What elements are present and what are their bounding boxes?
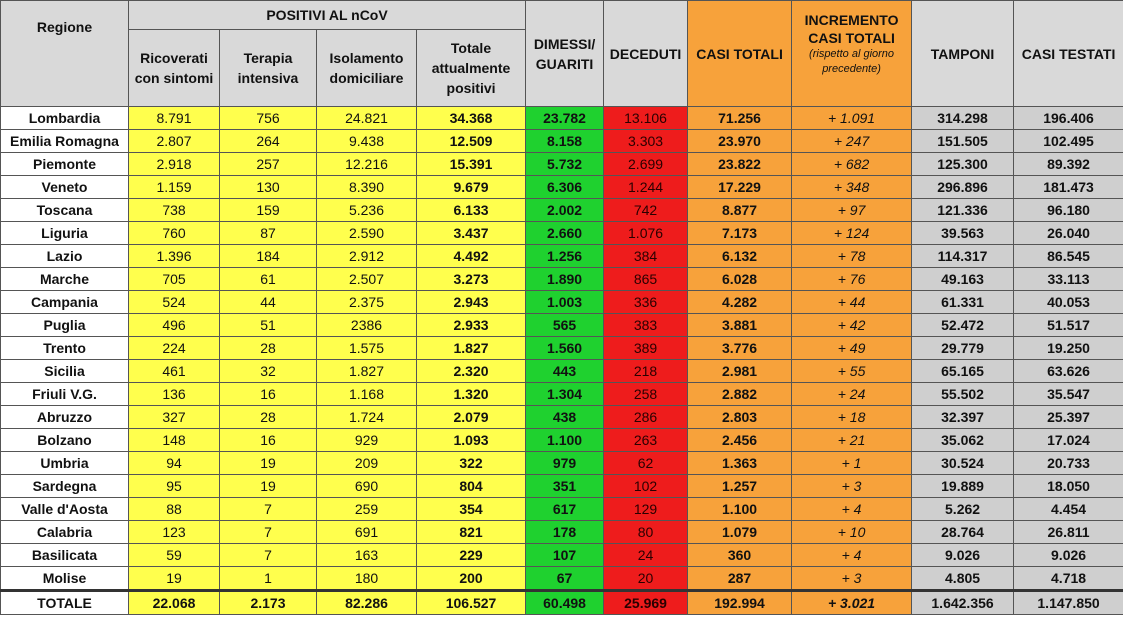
table-row	[1, 245, 1123, 268]
cell-casi: 8.877	[688, 199, 792, 222]
cell-deceduti: 129	[604, 498, 688, 521]
cell-dimessi: 2.002	[526, 199, 604, 222]
cell-ricoverati: 136	[129, 383, 220, 406]
cell-tamponi: 121.336	[912, 199, 1014, 222]
table-row	[1, 314, 1123, 337]
cell-casi: 4.282	[688, 291, 792, 314]
cell-isolamento: 2.912	[317, 245, 417, 268]
cell-testati: 40.053	[1014, 291, 1123, 314]
cell-incremento: + 4	[792, 498, 912, 521]
cell-casi: 23.822	[688, 153, 792, 176]
cell-dimessi: 5.732	[526, 153, 604, 176]
table-row	[1, 475, 1123, 498]
cell-deceduti: 13.106	[604, 107, 688, 130]
cell-tamponi: 1.642.356	[912, 591, 1014, 615]
table-row	[1, 153, 1123, 176]
cell-casi: 2.803	[688, 406, 792, 429]
cell-terapia: 7	[220, 544, 317, 567]
cell-tamponi: 55.502	[912, 383, 1014, 406]
cell-testati: 17.024	[1014, 429, 1123, 452]
cell-isolamento: 163	[317, 544, 417, 567]
cell-testati: 26.811	[1014, 521, 1123, 544]
cell-ricoverati: 738	[129, 199, 220, 222]
cell-dimessi: 565	[526, 314, 604, 337]
cell-ricoverati: 705	[129, 268, 220, 291]
cell-tamponi: 39.563	[912, 222, 1014, 245]
cell-ricoverati: 1.396	[129, 245, 220, 268]
table-row	[1, 337, 1123, 360]
cell-region: Bolzano	[1, 429, 129, 452]
cell-isolamento: 691	[317, 521, 417, 544]
total-row	[1, 591, 1123, 615]
cell-terapia: 159	[220, 199, 317, 222]
cell-terapia: 264	[220, 130, 317, 153]
cell-totale: 1.093	[417, 429, 526, 452]
cell-region: TOTALE	[1, 591, 129, 615]
cell-totale: 6.133	[417, 199, 526, 222]
cell-casi: 7.173	[688, 222, 792, 245]
cell-deceduti: 865	[604, 268, 688, 291]
cell-ricoverati: 59	[129, 544, 220, 567]
cell-ricoverati: 2.918	[129, 153, 220, 176]
table-row	[1, 199, 1123, 222]
cell-casi: 1.100	[688, 498, 792, 521]
cell-incremento: + 55	[792, 360, 912, 383]
cell-dimessi: 617	[526, 498, 604, 521]
cell-tamponi: 114.317	[912, 245, 1014, 268]
cell-totale: 2.943	[417, 291, 526, 314]
cell-dimessi: 178	[526, 521, 604, 544]
cell-dimessi: 23.782	[526, 107, 604, 130]
cell-isolamento: 1.168	[317, 383, 417, 406]
cell-deceduti: 389	[604, 337, 688, 360]
cell-terapia: 32	[220, 360, 317, 383]
cell-tamponi: 29.779	[912, 337, 1014, 360]
cell-testati: 33.113	[1014, 268, 1123, 291]
table-row	[1, 383, 1123, 406]
cell-dimessi: 1.304	[526, 383, 604, 406]
cell-terapia: 16	[220, 429, 317, 452]
cell-deceduti: 80	[604, 521, 688, 544]
cell-tamponi: 125.300	[912, 153, 1014, 176]
cell-testati: 96.180	[1014, 199, 1123, 222]
cell-region: Sardegna	[1, 475, 129, 498]
cell-casi: 2.456	[688, 429, 792, 452]
cell-testati: 4.454	[1014, 498, 1123, 521]
cell-tamponi: 4.805	[912, 567, 1014, 591]
cell-casi: 2.981	[688, 360, 792, 383]
cell-casi: 192.994	[688, 591, 792, 615]
header-casi-testati: CASI TESTATI	[1014, 1, 1123, 107]
cell-terapia: 19	[220, 452, 317, 475]
cell-isolamento: 209	[317, 452, 417, 475]
cell-isolamento: 1.827	[317, 360, 417, 383]
header-tamponi: TAMPONI	[912, 1, 1014, 107]
header-terapia: Terapia intensiva	[220, 30, 317, 107]
cell-ricoverati: 8.791	[129, 107, 220, 130]
cell-terapia: 7	[220, 521, 317, 544]
cell-incremento: + 1	[792, 452, 912, 475]
cell-incremento: + 76	[792, 268, 912, 291]
cell-incremento: + 42	[792, 314, 912, 337]
cell-isolamento: 12.216	[317, 153, 417, 176]
header-incremento	[792, 1, 912, 107]
cell-isolamento: 82.286	[317, 591, 417, 615]
cell-dimessi: 60.498	[526, 591, 604, 615]
cell-region: Marche	[1, 268, 129, 291]
header-incremento-label: INCREMENTO CASI TOTALI	[804, 12, 899, 46]
cell-deceduti: 2.699	[604, 153, 688, 176]
cell-tamponi: 19.889	[912, 475, 1014, 498]
cell-isolamento: 5.236	[317, 199, 417, 222]
cell-dimessi: 351	[526, 475, 604, 498]
cell-testati: 9.026	[1014, 544, 1123, 567]
cell-isolamento: 180	[317, 567, 417, 591]
table-row	[1, 107, 1123, 130]
cell-totale: 34.368	[417, 107, 526, 130]
cell-incremento: + 44	[792, 291, 912, 314]
cell-testati: 25.397	[1014, 406, 1123, 429]
cell-totale: 354	[417, 498, 526, 521]
cell-terapia: 87	[220, 222, 317, 245]
cell-testati: 89.392	[1014, 153, 1123, 176]
cell-terapia: 19	[220, 475, 317, 498]
cell-region: Molise	[1, 567, 129, 591]
cell-deceduti: 286	[604, 406, 688, 429]
cell-deceduti: 24	[604, 544, 688, 567]
cell-incremento: + 24	[792, 383, 912, 406]
table-row	[1, 498, 1123, 521]
cell-region: Trento	[1, 337, 129, 360]
cell-incremento: + 97	[792, 199, 912, 222]
cell-region: Abruzzo	[1, 406, 129, 429]
cell-tamponi: 49.163	[912, 268, 1014, 291]
cell-ricoverati: 327	[129, 406, 220, 429]
cell-region: Liguria	[1, 222, 129, 245]
cell-ricoverati: 461	[129, 360, 220, 383]
table-row	[1, 176, 1123, 199]
cell-casi: 6.132	[688, 245, 792, 268]
cell-terapia: 130	[220, 176, 317, 199]
cell-incremento: + 124	[792, 222, 912, 245]
cell-region: Umbria	[1, 452, 129, 475]
cell-totale: 9.679	[417, 176, 526, 199]
cell-deceduti: 1.244	[604, 176, 688, 199]
cell-ricoverati: 88	[129, 498, 220, 521]
cell-ricoverati: 760	[129, 222, 220, 245]
cell-terapia: 44	[220, 291, 317, 314]
cell-incremento: + 3.021	[792, 591, 912, 615]
cell-isolamento: 259	[317, 498, 417, 521]
cell-testati: 102.495	[1014, 130, 1123, 153]
cell-testati: 4.718	[1014, 567, 1123, 591]
cell-incremento: + 21	[792, 429, 912, 452]
table-body	[1, 107, 1123, 615]
cell-testati: 18.050	[1014, 475, 1123, 498]
table-row	[1, 291, 1123, 314]
cell-testati: 1.147.850	[1014, 591, 1123, 615]
table-row	[1, 429, 1123, 452]
cell-region: Friuli V.G.	[1, 383, 129, 406]
cell-terapia: 184	[220, 245, 317, 268]
cell-isolamento: 2.507	[317, 268, 417, 291]
cell-incremento: + 18	[792, 406, 912, 429]
cell-incremento: + 4	[792, 544, 912, 567]
cell-region: Calabria	[1, 521, 129, 544]
cell-terapia: 51	[220, 314, 317, 337]
cell-tamponi: 52.472	[912, 314, 1014, 337]
cell-isolamento: 2.375	[317, 291, 417, 314]
cell-dimessi: 6.306	[526, 176, 604, 199]
cell-casi: 3.776	[688, 337, 792, 360]
table-row	[1, 452, 1123, 475]
cell-totale: 1.320	[417, 383, 526, 406]
cell-dimessi: 443	[526, 360, 604, 383]
cell-tamponi: 151.505	[912, 130, 1014, 153]
cell-tamponi: 32.397	[912, 406, 1014, 429]
cell-terapia: 28	[220, 406, 317, 429]
cell-incremento: + 78	[792, 245, 912, 268]
cell-deceduti: 258	[604, 383, 688, 406]
cell-isolamento: 9.438	[317, 130, 417, 153]
cell-deceduti: 62	[604, 452, 688, 475]
cell-casi: 2.882	[688, 383, 792, 406]
cell-deceduti: 384	[604, 245, 688, 268]
cell-dimessi: 1.890	[526, 268, 604, 291]
cell-tamponi: 61.331	[912, 291, 1014, 314]
cell-terapia: 257	[220, 153, 317, 176]
cell-totale: 3.437	[417, 222, 526, 245]
cell-testati: 196.406	[1014, 107, 1123, 130]
cell-region: Campania	[1, 291, 129, 314]
cell-region: Piemonte	[1, 153, 129, 176]
cell-isolamento: 8.390	[317, 176, 417, 199]
cell-isolamento: 2386	[317, 314, 417, 337]
header-positivi-group: POSITIVI AL nCoV	[129, 1, 526, 30]
cell-region: Lombardia	[1, 107, 129, 130]
table-row	[1, 544, 1123, 567]
cell-incremento: + 3	[792, 475, 912, 498]
cell-totale: 4.492	[417, 245, 526, 268]
table-row	[1, 130, 1123, 153]
cell-tamponi: 30.524	[912, 452, 1014, 475]
cell-ricoverati: 95	[129, 475, 220, 498]
cell-casi: 3.881	[688, 314, 792, 337]
cell-region: Valle d'Aosta	[1, 498, 129, 521]
cell-dimessi: 1.003	[526, 291, 604, 314]
cell-isolamento: 1.724	[317, 406, 417, 429]
cell-incremento: + 49	[792, 337, 912, 360]
header-incremento-note: (rispetto al giorno precedente)	[809, 48, 895, 75]
cell-ricoverati: 148	[129, 429, 220, 452]
cell-totale: 3.273	[417, 268, 526, 291]
cell-isolamento: 1.575	[317, 337, 417, 360]
cell-terapia: 756	[220, 107, 317, 130]
cell-totale: 322	[417, 452, 526, 475]
cell-deceduti: 20	[604, 567, 688, 591]
cell-deceduti: 25.969	[604, 591, 688, 615]
table-row	[1, 567, 1123, 591]
table-row	[1, 406, 1123, 429]
cell-testati: 20.733	[1014, 452, 1123, 475]
cell-terapia: 61	[220, 268, 317, 291]
cell-casi: 1.079	[688, 521, 792, 544]
cell-isolamento: 2.590	[317, 222, 417, 245]
cell-totale: 12.509	[417, 130, 526, 153]
cell-ricoverati: 524	[129, 291, 220, 314]
cell-terapia: 7	[220, 498, 317, 521]
cell-deceduti: 3.303	[604, 130, 688, 153]
cell-totale: 2.079	[417, 406, 526, 429]
cell-casi: 17.229	[688, 176, 792, 199]
cell-tamponi: 65.165	[912, 360, 1014, 383]
cell-ricoverati: 1.159	[129, 176, 220, 199]
cell-casi: 23.970	[688, 130, 792, 153]
cell-region: Basilicata	[1, 544, 129, 567]
table-row	[1, 268, 1123, 291]
cell-tamponi: 35.062	[912, 429, 1014, 452]
header-ricoverati: Ricoverati con sintomi	[129, 30, 220, 107]
cell-isolamento: 929	[317, 429, 417, 452]
cell-dimessi: 1.560	[526, 337, 604, 360]
cell-totale: 229	[417, 544, 526, 567]
cell-dimessi: 438	[526, 406, 604, 429]
cell-dimessi: 979	[526, 452, 604, 475]
cell-terapia: 2.173	[220, 591, 317, 615]
cell-testati: 35.547	[1014, 383, 1123, 406]
cell-ricoverati: 123	[129, 521, 220, 544]
header-casi-totali: CASI TOTALI	[688, 1, 792, 107]
cell-testati: 63.626	[1014, 360, 1123, 383]
cell-totale: 106.527	[417, 591, 526, 615]
cell-deceduti: 1.076	[604, 222, 688, 245]
header-totale-positivi: Totale attualmente positivi	[417, 30, 526, 107]
cell-region: Puglia	[1, 314, 129, 337]
header-isolamento: Isolamento domiciliare	[317, 30, 417, 107]
cell-tamponi: 296.896	[912, 176, 1014, 199]
cell-totale: 1.827	[417, 337, 526, 360]
cell-ricoverati: 2.807	[129, 130, 220, 153]
cell-region: Veneto	[1, 176, 129, 199]
cell-casi: 6.028	[688, 268, 792, 291]
table-row	[1, 360, 1123, 383]
cell-dimessi: 1.100	[526, 429, 604, 452]
cell-incremento: + 1.091	[792, 107, 912, 130]
table-row	[1, 222, 1123, 245]
cell-dimessi: 107	[526, 544, 604, 567]
cell-tamponi: 28.764	[912, 521, 1014, 544]
cell-totale: 2.320	[417, 360, 526, 383]
header-dimessi: DIMESSI/ GUARITI	[526, 1, 604, 107]
cell-deceduti: 102	[604, 475, 688, 498]
cell-incremento: + 10	[792, 521, 912, 544]
cell-tamponi: 9.026	[912, 544, 1014, 567]
cell-region: Toscana	[1, 199, 129, 222]
cell-ricoverati: 22.068	[129, 591, 220, 615]
cell-deceduti: 336	[604, 291, 688, 314]
cell-casi: 71.256	[688, 107, 792, 130]
cell-isolamento: 24.821	[317, 107, 417, 130]
cell-deceduti: 383	[604, 314, 688, 337]
cell-isolamento: 690	[317, 475, 417, 498]
cell-incremento: + 682	[792, 153, 912, 176]
cell-testati: 51.517	[1014, 314, 1123, 337]
cell-casi: 360	[688, 544, 792, 567]
cell-totale: 2.933	[417, 314, 526, 337]
cell-incremento: + 348	[792, 176, 912, 199]
cell-tamponi: 5.262	[912, 498, 1014, 521]
cell-dimessi: 1.256	[526, 245, 604, 268]
cell-testati: 181.473	[1014, 176, 1123, 199]
cell-tamponi: 314.298	[912, 107, 1014, 130]
cell-totale: 804	[417, 475, 526, 498]
cell-ricoverati: 224	[129, 337, 220, 360]
cell-dimessi: 67	[526, 567, 604, 591]
cell-dimessi: 8.158	[526, 130, 604, 153]
header-region: Regione	[1, 1, 129, 107]
cell-ricoverati: 496	[129, 314, 220, 337]
cell-ricoverati: 94	[129, 452, 220, 475]
cell-totale: 821	[417, 521, 526, 544]
cell-incremento: + 3	[792, 567, 912, 591]
cell-totale: 200	[417, 567, 526, 591]
cell-casi: 1.257	[688, 475, 792, 498]
cell-terapia: 16	[220, 383, 317, 406]
header-deceduti: DECEDUTI	[604, 1, 688, 107]
cell-totale: 15.391	[417, 153, 526, 176]
cell-terapia: 1	[220, 567, 317, 591]
cell-region: Emilia Romagna	[1, 130, 129, 153]
cell-testati: 26.040	[1014, 222, 1123, 245]
cell-region: Sicilia	[1, 360, 129, 383]
cell-ricoverati: 19	[129, 567, 220, 591]
cell-testati: 86.545	[1014, 245, 1123, 268]
cell-incremento: + 247	[792, 130, 912, 153]
cell-testati: 19.250	[1014, 337, 1123, 360]
cell-terapia: 28	[220, 337, 317, 360]
cell-casi: 1.363	[688, 452, 792, 475]
cell-dimessi: 2.660	[526, 222, 604, 245]
cell-deceduti: 263	[604, 429, 688, 452]
cell-casi: 287	[688, 567, 792, 591]
cell-deceduti: 218	[604, 360, 688, 383]
cell-region: Lazio	[1, 245, 129, 268]
table-row	[1, 521, 1123, 544]
cell-deceduti: 742	[604, 199, 688, 222]
